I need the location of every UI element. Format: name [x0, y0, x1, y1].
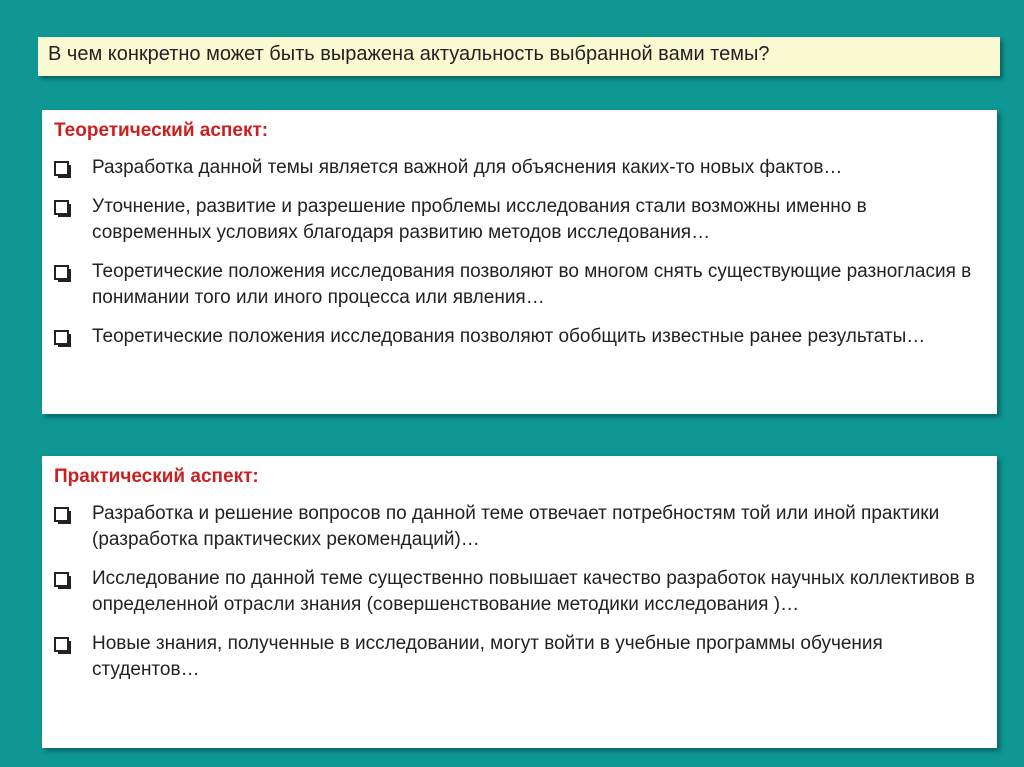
checkbox-bullet-icon — [54, 265, 69, 280]
checkbox-bullet-icon — [54, 507, 69, 522]
practice-panel — [42, 456, 997, 748]
theory-item-text: Разработка данной темы является важной для объяснения каких-то новых фактов… — [92, 157, 843, 178]
checkbox-bullet-icon — [54, 572, 69, 587]
theory-panel — [42, 110, 997, 414]
practice-item — [54, 501, 985, 553]
question-text: В чем конкретно может быть выражена актуальность выбранной вами темы? — [48, 43, 770, 65]
practice-item — [54, 631, 985, 683]
checkbox-bullet-icon — [54, 161, 69, 176]
checkbox-bullet-icon — [54, 200, 69, 215]
theory-item — [54, 259, 985, 311]
practice-item-text: Исследование по данной теме существенно повышает качество разработок научных коллективов в определенной отрасли знания (совершенствование методики исследования )… — [92, 568, 975, 615]
question-header — [38, 37, 1000, 76]
checkbox-bullet-icon — [54, 637, 69, 652]
theory-title: Теоретический аспект: — [54, 120, 269, 141]
theory-item — [54, 324, 985, 350]
theory-item-text: Уточнение, развитие и разрешение проблемы исследования стали возможны именно в современных условиях благодаря развитию методов исследования… — [92, 196, 867, 243]
theory-item-text: Теоретические положения исследования позволяют обобщить известные ранее результаты… — [92, 326, 926, 347]
theory-item — [54, 194, 985, 246]
checkbox-bullet-icon — [54, 330, 69, 345]
practice-item-text: Новые знания, полученные в исследовании, могут войти в учебные программы обучения студентов… — [92, 633, 883, 680]
practice-title: Практический аспект: — [54, 466, 259, 487]
practice-item-text: Разработка и решение вопросов по данной теме отвечает потребностям той или иной практики (разработка практических рекомендаций)… — [92, 503, 940, 550]
practice-item — [54, 566, 985, 618]
theory-item — [54, 155, 985, 181]
theory-item-text: Теоретические положения исследования позволяют во многом снять существующие разногласия в понимании того или иного процесса или явления… — [92, 261, 972, 308]
